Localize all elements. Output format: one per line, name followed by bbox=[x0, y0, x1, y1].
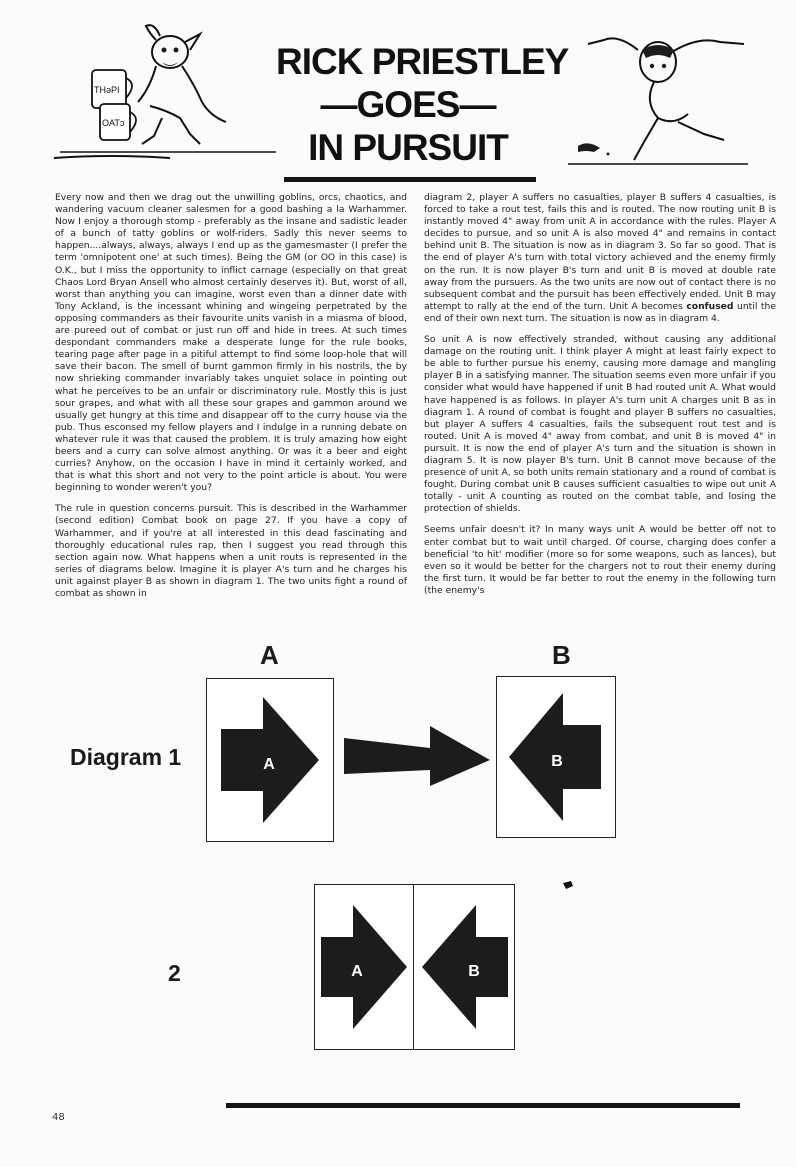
mug-label-1: THəPI bbox=[94, 85, 120, 95]
diagram2-unit-a-label: A bbox=[351, 963, 363, 980]
diagram1-heading-b: B bbox=[552, 640, 571, 670]
diagram1-unit-b-label: B bbox=[551, 753, 563, 770]
header-rule bbox=[284, 177, 536, 182]
title-line-2: —GOES— bbox=[320, 84, 496, 125]
diagram1-unit-b-box bbox=[496, 676, 616, 838]
article-title bbox=[276, 40, 569, 169]
paragraph-intro: Every now and then we drag out the unwilling goblins, orcs, chaotics, and wandering vacuum cleaner salesmen for a good bashing a la Warhammer. Now I enjoy a thorough stomp - preferably as the insane and sadistic leader of a bunch of tatty goblins or wolf-riders. Sadly this never seems to happen....always, always, always I end up as the gamesmaster (I prefer the term 'omnipotent one' at such times). Being the GM (or OO in this case) is O.K., but I miss the opportunity to inflict carnage (especially on that great Chaos Lord Bryan Ansell who almost certainly deserves it). But, worst of all, worst than anything you can imagine, worst even than a dinner date with Tony Ackland, is the incessant whining and wingeing perpetrated by the opposing commanders as their favourite units vanish in a miasma of blood, are pureed out of combat or just run off and hide in trees. At such times despondant commanders make a desperate lunge for the rule books, tearing page after page in a pitiful attempt to find some loop-hole that will save their bacon. The smell of burnt gammon firmly in his nostrils, the by now shrieking commander invariably takes unquiet solace in pointing out what he perceives to be an unfair or discriminatory rule. Mostly this is just sour grapes, and what with all these sour grapes and gammon around we usually get hungry at this time and disappear off to the curry house via the pub. Thus esconsed my fellow players and I indulge in a running debate on whatever rule it was that caused the problem. It is truly amazing how eight beers and a curry can solve almost anything. Or was it a beer and eight curries? Anyhow, on the occasion I have in mind it certainly worked, and that is what this short and not very to the point article is about. You were beginning to wonder weren't you? bbox=[55, 192, 407, 494]
diagram2-unit-a-box bbox=[314, 884, 415, 1050]
paragraph-unfair: Seems unfair doesn't it? In many ways unit A would be better off not to enter combat but to wait until charged. Of course, charging does confer a beneficial 'to hit' modifier (more so for some weapons, such as lances), but even so it would be better for the chargers not to rout their enemy during the first turn. It would be far better to rout the enemy in the following turn (the enemy's bbox=[424, 524, 776, 596]
footer-rule bbox=[226, 1103, 740, 1108]
column-left bbox=[55, 192, 407, 609]
diagram2-label: 2 bbox=[168, 960, 181, 986]
emphasis-confused: confused bbox=[686, 300, 734, 312]
paragraph-stranded: So unit A is now effectively stranded, without causing any additional damage on the routing unit. I think player A might at least fairly expect to be able to further pursue his enemy, causing more damage and mangling player B in a satisfying manner. The situation seems even more unfair if you consider what would have happened if unit B had routed unit A. What would have happened is as follows. In player A's turn unit A charges unit B as in diagram 1. A round of combat is fought and player B suffers no casualties, but player A suffers 4 casualties, fails the subsequent rout test and is routed. Unit A is moved 4" away from combat, and unit B is moved 4" in pursuit. It is now the end of player A's turn and the situation is shown in diagram 5. It is now player B's turn. Unit B cannot move because of the presence of unit A, so both units remain stationary and a round of combat is fought. During combat unit B causes sufficient casualties to wipe out unit A totally - unit A counting as routed on the combat table, and losing the protection of shields. bbox=[424, 334, 776, 515]
diagram1-unit-a-label: A bbox=[263, 756, 275, 773]
diagram1-label: Diagram 1 bbox=[70, 744, 182, 770]
arrow-left-icon bbox=[414, 885, 514, 1049]
column-right bbox=[424, 192, 776, 606]
diagram1-heading-a: A bbox=[260, 640, 279, 670]
diagram2-unit-b-label: B bbox=[468, 963, 480, 980]
charge-arrow-icon bbox=[344, 726, 490, 786]
paragraph-diagram2: diagram 2, player A suffers no casualties, player B suffers 4 casualties, is forced to take a rout test, fails this and is routed. The now routing unit B is instantly moved 4" away from unit A in accordance with the rules. Player A decides to pursue, and so unit A is also moved 4" and remains in contact behind unit B. The situation is now as in diagram 3. So far so good. That is the end of player A's turn with total victory achieved and the enemy firmly on the run. It is now player B's turn and unit B is moved at double rate away from the pursuers. As the two units are now out of contact there is no subsequent combat and the pursuit has been effectively ended. Unit B may attempt to rally at the end of the turn. Unit A becomes confused until the end of their own next turn. The situation is now as in diagram 4. bbox=[424, 192, 776, 324]
page-number: 48 bbox=[52, 1112, 65, 1123]
diagram1-unit-a-box bbox=[206, 678, 334, 842]
arrow-right-icon bbox=[315, 885, 414, 1049]
arrow-right-icon bbox=[207, 679, 333, 841]
arrow-left-icon bbox=[497, 677, 615, 837]
paragraph-rule: The rule in question concerns pursuit. This is described in the Warhammer (second edition) Combat book on page 27. If you have a copy of Warhammer, and if you're at all interested in this dead fascinating and thoroughly educational rules rap, then I suggest you read through this section again now. What happens when a unit routs is represented in the series of diagrams below. Imagine it is player A's turn and he charges his unit against player B as shown in diagram 1. The two units fight a round of combat as shown in bbox=[55, 503, 407, 599]
running-figure-illustration bbox=[548, 22, 776, 172]
title-line-3: IN PURSUIT bbox=[308, 127, 508, 168]
diagram2-unit-b-box bbox=[413, 884, 515, 1050]
ink-blot-icon bbox=[562, 880, 574, 890]
mug-label-2: OATɔ bbox=[102, 118, 125, 128]
goblin-with-mugs-illustration bbox=[50, 18, 280, 168]
title-line-1: RICK PRIESTLEY bbox=[276, 41, 569, 82]
